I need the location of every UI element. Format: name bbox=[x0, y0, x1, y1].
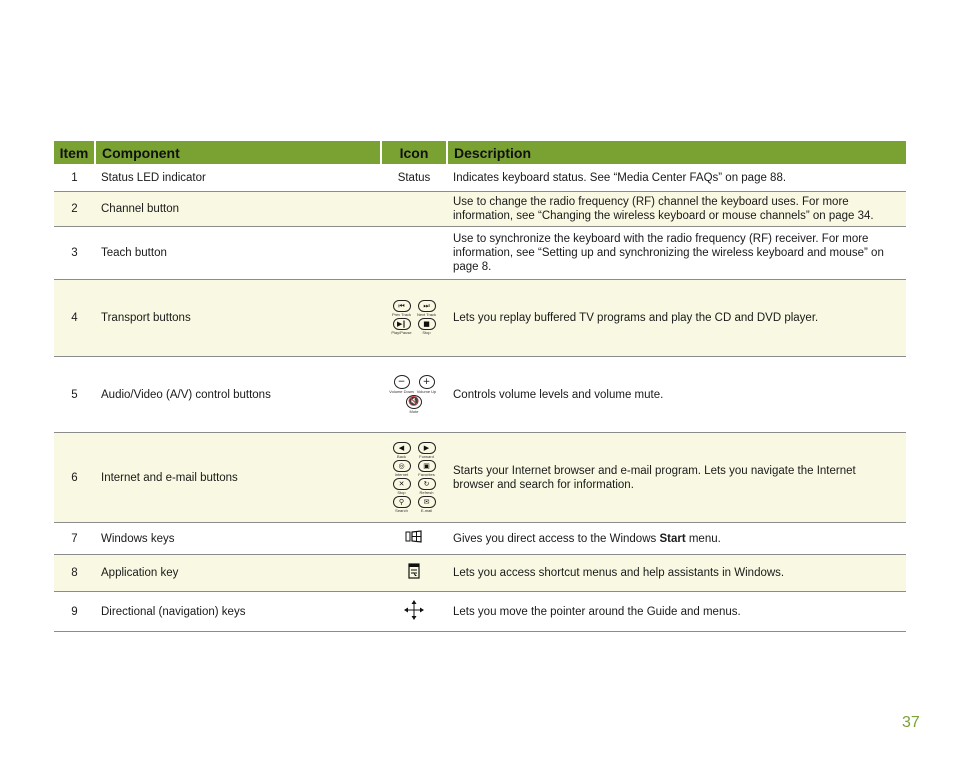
stop-icon: ■ bbox=[418, 318, 436, 330]
table-header-row bbox=[54, 141, 906, 164]
row-item-number: 4 bbox=[54, 280, 95, 357]
table-row bbox=[54, 164, 906, 192]
table-row bbox=[54, 523, 906, 555]
row-component: Channel button bbox=[95, 192, 381, 227]
email-icon: ✉ bbox=[418, 496, 436, 508]
windows-key-icon bbox=[405, 530, 423, 544]
row-component: Audio/Video (A/V) control buttons bbox=[95, 357, 381, 433]
row-description: Lets you replay buffered TV programs and play the CD and DVD player. bbox=[447, 280, 906, 357]
row-component: Application key bbox=[95, 555, 381, 592]
search-icon: ⚲ bbox=[393, 496, 411, 508]
header-item: Item bbox=[54, 141, 95, 164]
directional-arrows-icon bbox=[403, 599, 425, 621]
row-description: Indicates keyboard status. See “Media Center FAQs” on page 88. bbox=[447, 164, 906, 192]
row-item-number: 8 bbox=[54, 555, 95, 592]
forward-icon: ▶ bbox=[418, 442, 436, 454]
table-row bbox=[54, 592, 906, 632]
stop-icon: ✕ bbox=[393, 478, 411, 490]
table-row bbox=[54, 227, 906, 280]
prev-track-icon: ⏮ bbox=[393, 300, 411, 312]
row-item-number: 3 bbox=[54, 227, 95, 280]
internet-icon: ◎ bbox=[393, 460, 411, 472]
play-pause-icon: ▶‖ bbox=[393, 318, 411, 330]
row-item-number: 6 bbox=[54, 433, 95, 523]
row-description: Lets you access shortcut menus and help assistants in Windows. bbox=[447, 555, 906, 592]
row-component: Status LED indicator bbox=[95, 164, 381, 192]
av-control-icons: − Volume Down + Volume Up 🔇 Mute bbox=[381, 357, 447, 433]
row-icon-text: Status bbox=[381, 164, 447, 192]
row-component: Transport buttons bbox=[95, 280, 381, 357]
header-description: Description bbox=[447, 141, 906, 164]
row-description: Starts your Internet browser and e-mail program. Lets you navigate the Internet browser and search for information. bbox=[447, 433, 906, 523]
transport-buttons-icons: ⏮ Prev Track ⏭ Next Track ▶‖ Play/Pause ■ Stop bbox=[381, 280, 447, 357]
row-description: Controls volume levels and volume mute. bbox=[447, 357, 906, 433]
favorites-icon: ▣ bbox=[418, 460, 436, 472]
refresh-icon: ↻ bbox=[418, 478, 436, 490]
mute-icon: 🔇 bbox=[406, 395, 422, 409]
component-table bbox=[54, 141, 906, 632]
table-row bbox=[54, 433, 906, 523]
row-item-number: 5 bbox=[54, 357, 95, 433]
internet-email-icons: ◀ Back ▶ Forward ◎ Internet ▣ Favorites ✕ Stop ↻ Refresh ⚲ Search ✉ E-mail bbox=[381, 433, 447, 523]
row-description: Use to change the radio frequency (RF) channel the keyboard uses. For more information, see “Changing the wireless keyboard or mouse channels” on page 34. bbox=[447, 192, 906, 227]
table-row bbox=[54, 357, 906, 433]
row-item-number: 2 bbox=[54, 192, 95, 227]
row-description: Lets you move the pointer around the Guide and menus. bbox=[447, 592, 906, 632]
row-component: Directional (navigation) keys bbox=[95, 592, 381, 632]
row-component: Teach button bbox=[95, 227, 381, 280]
next-track-icon: ⏭ bbox=[418, 300, 436, 312]
row-description: Use to synchronize the keyboard with the radio frequency (RF) receiver. For more information, see “Setting up and synchronizing the wireless keyboard and mouse” on page 8. bbox=[447, 227, 906, 280]
header-icon: Icon bbox=[381, 141, 447, 164]
row-component: Internet and e-mail buttons bbox=[95, 433, 381, 523]
volume-down-icon: − bbox=[394, 375, 410, 389]
row-item-number: 1 bbox=[54, 164, 95, 192]
volume-up-icon: + bbox=[419, 375, 435, 389]
application-key-icon bbox=[408, 563, 420, 579]
row-description: Gives you direct access to the Windows Start menu. bbox=[447, 523, 906, 555]
row-component: Windows keys bbox=[95, 523, 381, 555]
page-number: 37 bbox=[902, 714, 920, 731]
row-icon-empty bbox=[381, 192, 447, 227]
row-icon-empty bbox=[381, 227, 447, 280]
table-row bbox=[54, 280, 906, 357]
row-item-number: 9 bbox=[54, 592, 95, 632]
back-icon: ◀ bbox=[393, 442, 411, 454]
header-component: Component bbox=[95, 141, 381, 164]
row-item-number: 7 bbox=[54, 523, 95, 555]
table-row bbox=[54, 192, 906, 227]
table-row bbox=[54, 555, 906, 592]
